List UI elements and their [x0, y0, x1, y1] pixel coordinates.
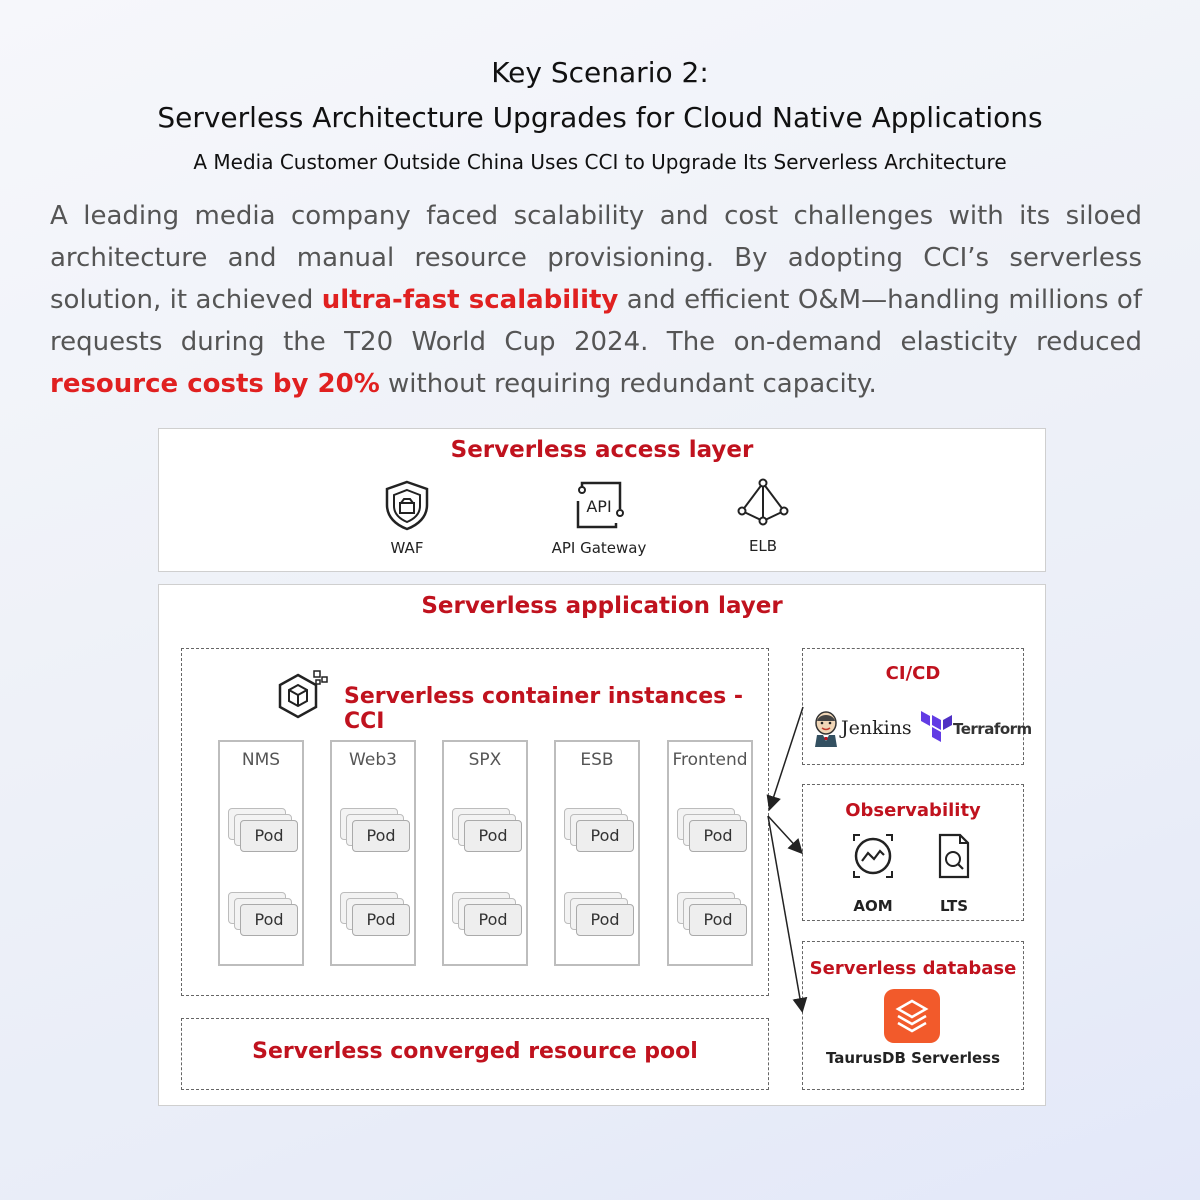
workload-label: Web3 — [349, 750, 397, 770]
workload-column — [667, 740, 753, 966]
load-balancer-icon — [736, 477, 790, 529]
jenkins-icon — [813, 711, 839, 749]
aom-label: AOM — [853, 897, 893, 915]
pod-label: Pod — [464, 904, 522, 936]
observability-box — [802, 784, 1024, 921]
description-part-2: and efficient O&M—handling millions of requests during the T20 World Cup 2024. The on-demand elasticity reduced — [50, 285, 1142, 357]
monitor-icon — [850, 831, 896, 881]
workload-label: NMS — [241, 750, 281, 770]
taurusdb-icon — [883, 988, 941, 1044]
cicd-title: CI/CD — [885, 663, 941, 684]
access-layer-title: Serverless access layer — [450, 437, 754, 463]
resource-pool-label: Serverless converged resource pool — [252, 1039, 698, 1064]
access-layer-panel — [158, 428, 1046, 572]
cicd-box — [802, 648, 1032, 765]
container-cube-icon — [274, 669, 330, 725]
description-part-3: without requiring redundant capacity. — [379, 369, 877, 399]
pod-label: Pod — [352, 820, 410, 852]
application-layer-title: Serverless application layer — [421, 593, 783, 619]
pod-label: Pod — [689, 820, 747, 852]
pod-label: Pod — [689, 904, 747, 936]
pod-label: Pod — [464, 820, 522, 852]
title-line-1: Key Scenario 2: — [491, 56, 709, 89]
pod-stack — [564, 892, 634, 938]
subtitle: A Media Customer Outside China Uses CCI to Upgrade Its Serverless Architecture — [193, 150, 1007, 174]
waf-service — [337, 479, 477, 557]
database-box — [802, 941, 1024, 1090]
description-part-1: A leading media company faced scalability and cost challenges with its siloed architecture and manual resource provisioning. By adopting CCI’s serverless solution, it achieved — [50, 201, 1142, 315]
workload-column — [554, 740, 640, 966]
pod-label: Pod — [352, 904, 410, 936]
pod-stack — [228, 892, 298, 938]
elb-label: ELB — [748, 537, 778, 555]
cci-title: Serverless container instances - CCI — [344, 684, 744, 734]
terraform-label: Terraform — [953, 720, 1032, 738]
jenkins-label: Jenkins — [841, 717, 912, 739]
terraform-icon — [921, 711, 953, 747]
shield-icon — [382, 479, 432, 531]
resource-pool-box — [181, 1018, 769, 1090]
highlight-scalability: ultra-fast scalability — [321, 285, 619, 315]
pod-label: Pod — [576, 904, 634, 936]
log-search-icon — [934, 831, 974, 881]
observability-title: Observability — [845, 800, 981, 821]
pod-stack — [452, 808, 522, 854]
lts-label: LTS — [939, 897, 969, 915]
workload-label: ESB — [580, 750, 614, 770]
pod-stack — [677, 892, 747, 938]
workload-column — [218, 740, 304, 966]
api-icon-text: API — [586, 497, 612, 516]
workload-label: Frontend — [672, 750, 748, 770]
pod-label: Pod — [576, 820, 634, 852]
workload-column — [442, 740, 528, 966]
description-paragraph — [50, 195, 1142, 405]
workload-label: SPX — [468, 750, 502, 770]
api-gateway-service — [529, 479, 669, 557]
title-line-2: Serverless Architecture Upgrades for Cloud Native Applications — [157, 101, 1043, 134]
pod-stack — [677, 808, 747, 854]
pod-stack — [340, 808, 410, 854]
pod-label: Pod — [240, 904, 298, 936]
pod-stack — [452, 892, 522, 938]
api-icon — [572, 479, 626, 531]
pod-label: Pod — [240, 820, 298, 852]
api-gateway-label: API Gateway — [551, 539, 647, 557]
pod-stack — [564, 808, 634, 854]
highlight-cost: resource costs by 20% — [50, 369, 380, 399]
workload-column — [330, 740, 416, 966]
taurusdb-label: TaurusDB Serverless — [825, 1049, 1001, 1067]
pod-stack — [340, 892, 410, 938]
pod-stack — [228, 808, 298, 854]
waf-label: WAF — [390, 539, 424, 557]
database-title: Serverless database — [809, 958, 1017, 979]
elb-service — [693, 477, 833, 555]
